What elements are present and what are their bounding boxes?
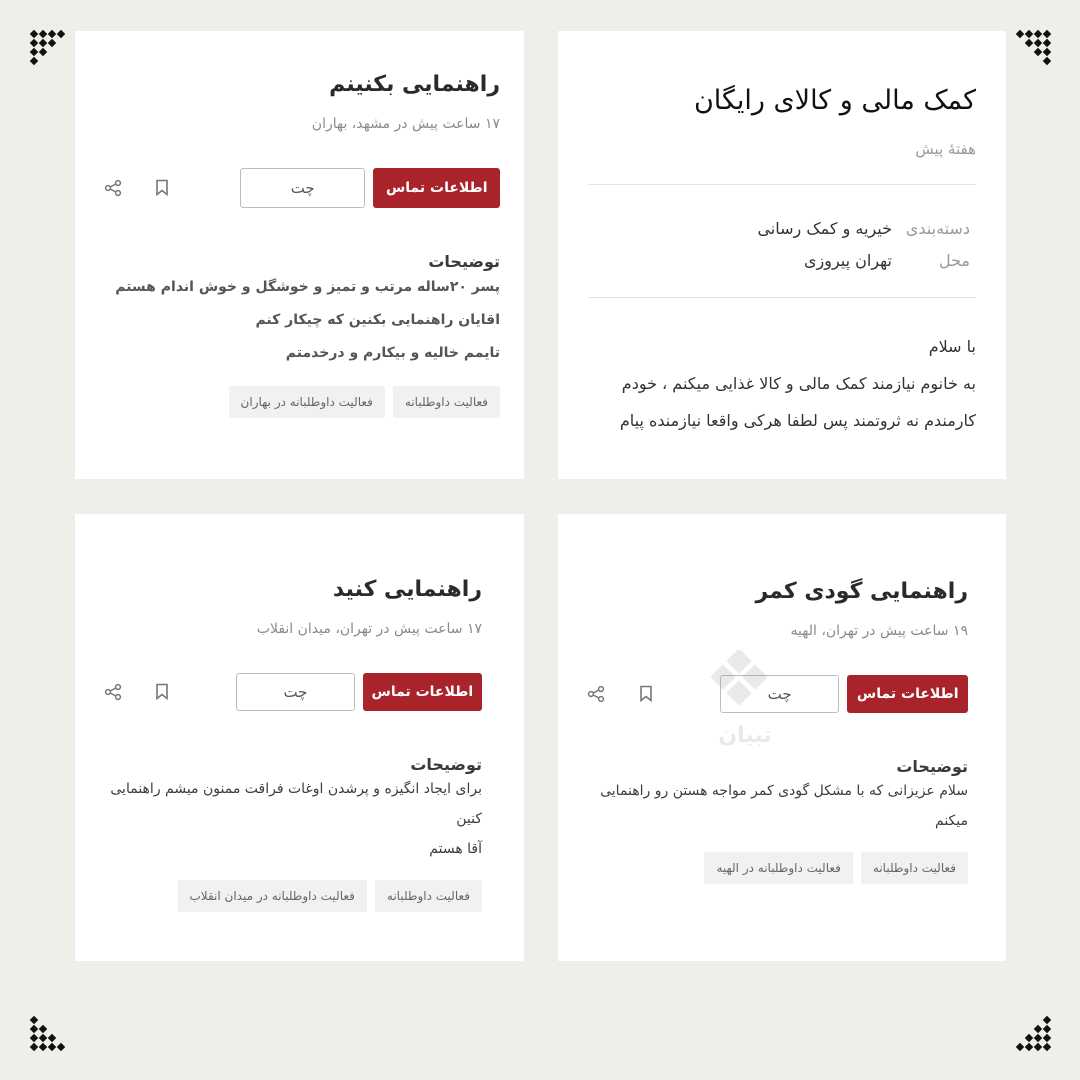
share-icon[interactable]	[99, 174, 126, 202]
description-line: تایمم خالیه و بیکارم و درخدمتم	[285, 344, 500, 361]
share-icon[interactable]	[582, 680, 610, 708]
ad-meta: ۱۷ ساعت پیش در مشهد، بهاران	[311, 115, 500, 132]
ad-info	[588, 185, 976, 297]
tag-chip[interactable]: فعالیت داوطلبانه در الهیه	[704, 852, 852, 884]
description-line: اقایان راهنمایی بکنین که چیکار کنم	[255, 311, 500, 328]
ad-meta: ۱۷ ساعت پیش در تهران، میدان انقلاب	[256, 620, 482, 637]
tag-chip[interactable]: فعالیت داوطلبانه در بهاران	[229, 386, 385, 418]
ad-title[interactable]: راهنمایی بکنینم	[329, 72, 500, 97]
corner-pattern-top-right	[1015, 29, 1051, 65]
action-bar	[99, 168, 500, 208]
corner-pattern-bottom-left	[29, 1015, 65, 1051]
description-line: سلام عزیزانی که با مشکل گودی کمر مواجه هستن رو راهنمایی	[600, 782, 968, 799]
bookmark-icon[interactable]	[149, 678, 177, 706]
location-value[interactable]: تهران پیروزی	[803, 251, 892, 271]
description-line: پسر ۲۰ساله مرتب و تمیز و خوشگل و خوش اندام هستم	[115, 278, 500, 295]
description-line: آقا هستم	[429, 840, 482, 857]
corner-pattern-top-left	[29, 29, 65, 65]
description-line: برای ایجاد انگیزه و پرشدن اوغات فراقت ممنون میشم راهنمایی	[110, 780, 482, 797]
description-body	[99, 774, 482, 864]
description-body	[582, 776, 968, 836]
tag-chip[interactable]: فعالیت داوطلبانه	[375, 880, 482, 912]
ad-title[interactable]: راهنمایی گودی کمر	[755, 579, 968, 604]
tag-chip[interactable]: فعالیت داوطلبانه	[393, 386, 500, 418]
location-row	[588, 245, 976, 277]
body-line: با سلام	[928, 337, 976, 357]
chat-button[interactable]: چت	[240, 168, 366, 208]
category-row	[588, 213, 976, 245]
chat-button[interactable]: چت	[720, 675, 840, 713]
tebyan-watermark-logo	[700, 650, 790, 750]
tag-chip[interactable]: فعالیت داوطلبانه	[861, 852, 968, 884]
tag-list	[582, 852, 968, 884]
description-line: کنین	[456, 810, 482, 827]
watermark-text: تبیان	[718, 723, 772, 748]
category-label: دسته‌بندی	[905, 219, 970, 239]
contact-info-button[interactable]: اطلاعات تماس	[847, 675, 968, 713]
category-value[interactable]: خیریه و کمک رسانی	[757, 219, 892, 239]
ad-meta: ۱۹ ساعت پیش در تهران، الهیه	[790, 622, 968, 639]
description-heading: توضیحات	[428, 251, 500, 271]
contact-info-button[interactable]: اطلاعات تماس	[363, 673, 482, 711]
ad-body	[588, 298, 976, 439]
tag-chip[interactable]: فعالیت داوطلبانه در میدان انقلاب	[178, 880, 367, 912]
ad-title[interactable]: راهنمایی کنید	[332, 577, 482, 602]
share-icon[interactable]	[99, 678, 127, 706]
contact-info-button[interactable]: اطلاعات تماس	[373, 168, 500, 208]
ad-card-top-left	[75, 31, 524, 479]
ad-meta: هفتهٔ پیش	[915, 140, 976, 159]
description-heading: توضیحات	[896, 756, 968, 776]
body-line: کارمندم نه ثروتمند پس لطفا هرکی واقعا نیازمنده پیام	[619, 411, 976, 431]
bookmark-icon[interactable]	[148, 174, 175, 202]
ad-card-top-right	[558, 31, 1006, 479]
chat-button[interactable]: چت	[236, 673, 354, 711]
location-label: محل	[938, 251, 970, 271]
tag-list	[99, 880, 482, 912]
tag-list	[99, 386, 500, 418]
action-bar	[99, 673, 482, 711]
bookmark-icon[interactable]	[632, 680, 660, 708]
ad-title[interactable]: کمک مالی و کالای رایگان	[693, 85, 976, 116]
corner-pattern-bottom-right	[1015, 1015, 1051, 1051]
ad-card-bottom-left	[75, 514, 524, 961]
body-line: به خانوم نیازمند کمک مالی و کالا غذایی میکنم ، خودم	[621, 374, 976, 394]
description-line: میکنم	[935, 812, 968, 829]
description-heading: توضیحات	[410, 754, 482, 774]
description-body	[99, 271, 500, 370]
